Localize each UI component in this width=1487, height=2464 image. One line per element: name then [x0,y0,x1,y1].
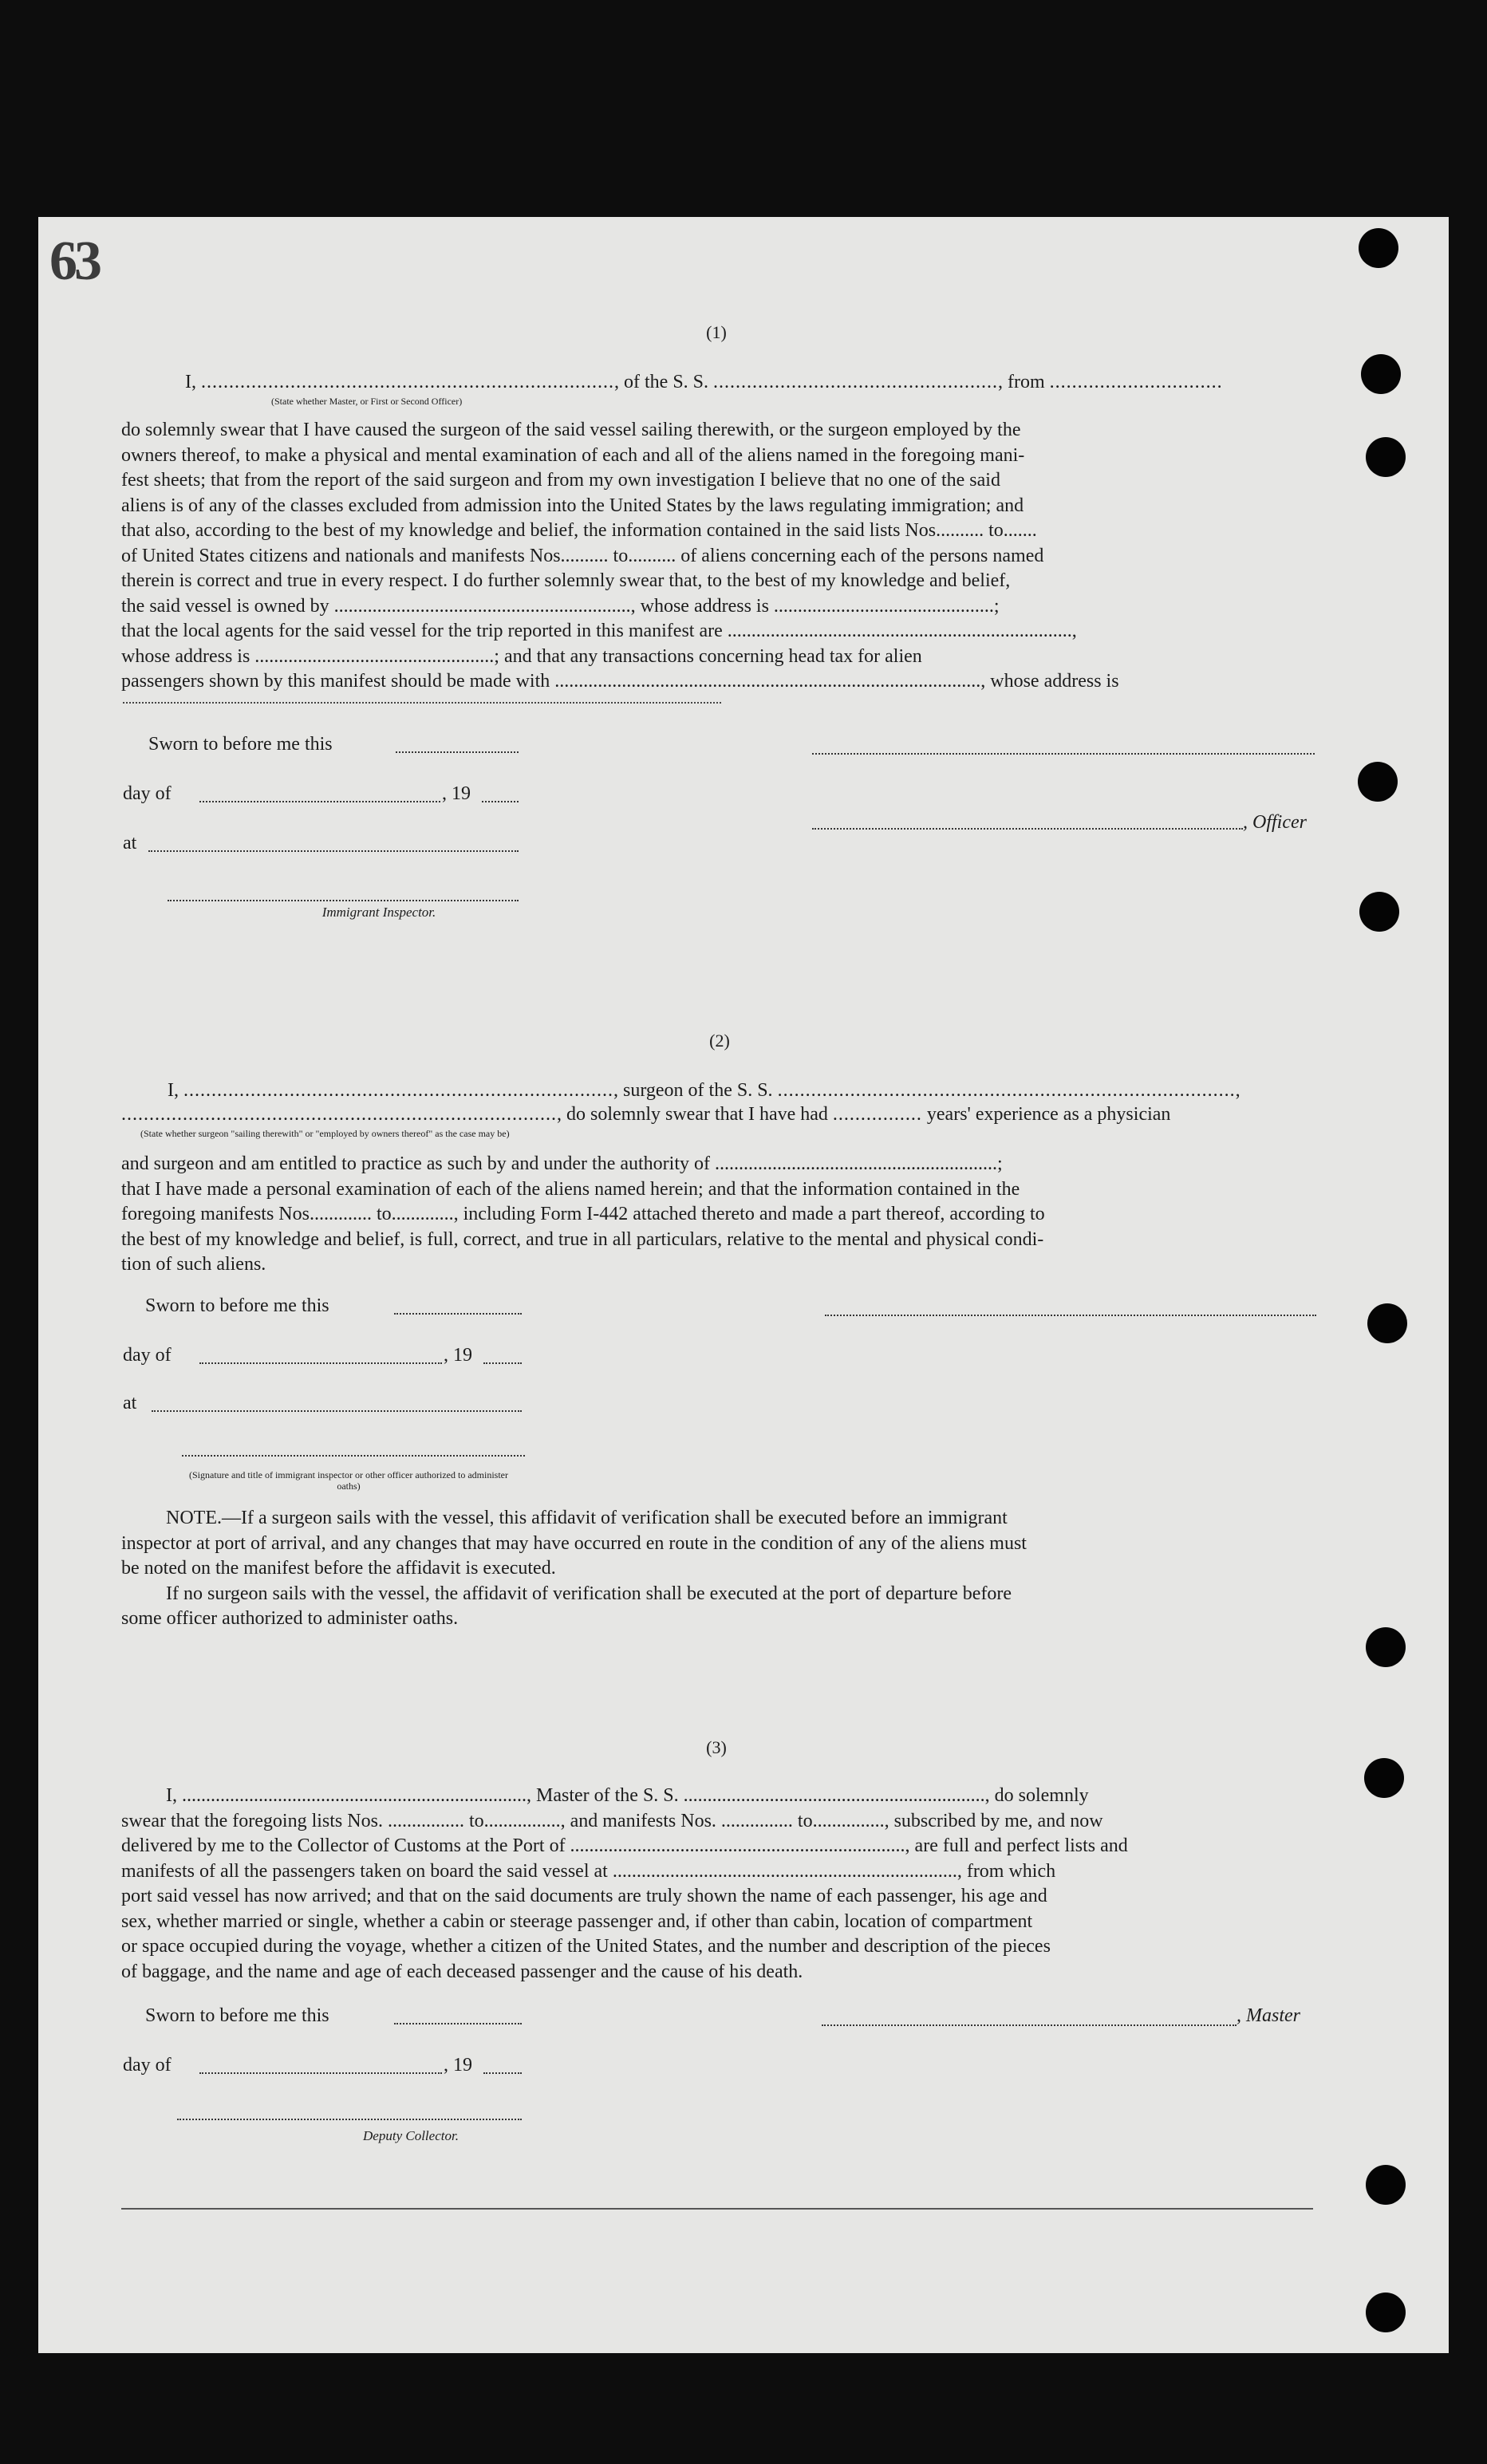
at-label: at [123,833,137,854]
day-of-field[interactable] [199,801,440,802]
binder-hole [1359,892,1399,932]
i-label: I, [168,1080,183,1101]
body-line: do solemnly swear that I have caused the surgeon of the said vessel sailing therewith, or the surgeon employed by the [121,420,1021,440]
body-line: and surgeon and am entitled to practice as such by and under the authority of ...........................................................; [121,1153,1003,1174]
year-label: , 19 [442,783,471,804]
body-line: manifests of all the passengers taken on board the said vessel at ........................................................................, from which [121,1860,1056,1882]
surgeon-signature-field[interactable] [825,1315,1316,1316]
note-line: If no surgeon sails with the vessel, the affidavit of verification shall be executed at the port of departure before [166,1583,1012,1604]
sworn-date-field[interactable] [394,1313,522,1315]
from-label: , from [998,372,1050,392]
body-line: owners thereof, to make a physical and mental examination of each and all of the aliens named in the foregoing mani- [121,444,1025,466]
at-field[interactable] [148,850,519,852]
body-line: I, ........................................................................, Master of the S. S. ..............................................................., do solemnly [166,1785,1089,1806]
binder-hole [1358,762,1398,802]
day-of-label: day of [123,2055,172,2076]
day-of-field[interactable] [199,1362,442,1364]
at-label: at [123,1393,137,1413]
day-of-label: day of [123,783,172,804]
bottom-rule [121,2208,1313,2210]
note-line: some officer authorized to administer oaths. [121,1608,459,1629]
body-line: sex, whether married or single, whether a cabin or steerage passenger and, if other than cabin, location of compartment [121,1910,1033,1932]
section-1-oath-line: I, .........................................................................., of the S. S. ..................................................., from ............................... [185,372,1223,392]
body-line: passengers shown by this manifest should be made with ........................................................................................., whose address is [121,671,1119,692]
signature-caption: (Signature and title of immigrant inspector or other officer authorized to administer oaths) [189,1469,508,1492]
body-line: therein is correct and true in every respect. I do further solemnly swear that, to the best of my knowledge and belief, [121,570,1011,591]
at-field[interactable] [152,1410,522,1412]
note-block [121,1506,1319,1632]
binder-hole [1366,437,1406,477]
body-line: that I have made a personal examination of each of the aliens named herein; and that the information contained in the [121,1178,1020,1200]
officer-label: , Officer [1243,812,1307,833]
body-line: delivered by me to the Collector of Customs at the Port of ......................................................................, are full and perfect lists and [121,1835,1128,1856]
year-field[interactable] [483,1362,522,1364]
collector-caption: Deputy Collector. [363,2128,459,2143]
collector-signature-field[interactable] [177,2119,522,2120]
sworn-date-field[interactable] [394,2023,522,2024]
section-2-number: (2) [709,1031,730,1051]
note-line: inspector at port of arrival, and any changes that may have occurred en route in the condition of any of the aliens must [121,1532,1027,1554]
officer-rank-caption: (State whether Master, or First or Second Officer) [271,396,463,407]
body-line: fest sheets; that from the report of the said surgeon and from my own investigation I believe that no one of the said [121,470,1000,491]
section-2-experience-line: .............................................................................., do solemnly swear that I have had ................ years' experience as a physician [121,1104,1171,1125]
binder-hole [1366,1627,1406,1667]
body-line: that the local agents for the said vessel for the trip reported in this manifest are ........................................................................, [121,621,1077,641]
day-of-label: day of [123,1345,172,1366]
sworn-date-field[interactable] [396,751,519,753]
year-field[interactable] [483,2072,522,2074]
sworn-label: Sworn to before me this [145,1295,329,1316]
swear-label: , do solemnly swear that I have had [557,1104,828,1125]
section-3-body [121,1784,1319,1985]
officer-title-field[interactable] [812,828,1243,830]
body-line: of baggage, and the name and age of each deceased passenger and the cause of his death. [121,1961,803,1982]
year-label: , 19 [444,1345,472,1366]
inspector-signature-field[interactable] [182,1455,525,1457]
section-1-underline [123,702,721,704]
binder-hole [1364,1758,1404,1798]
section-1-number: (1) [706,322,727,342]
note-line: NOTE.—If a surgeon sails with the vessel, this affidavit of verification shall be executed before an immigrant [166,1508,1008,1528]
body-line: tion of such aliens. [121,1254,266,1275]
of-ss-label: , of the S. S. [614,372,714,392]
i-label: I, [185,372,201,392]
body-line: the said vessel is owned by .............................................................., whose address is ..............................................; [121,595,1000,617]
body-line: of United States citizens and nationals and manifests Nos.......... to.......... of aliens concerning each of the persons named [121,545,1044,566]
binder-hole [1361,354,1401,394]
sworn-label: Sworn to before me this [148,734,333,755]
year-label: , 19 [444,2055,472,2076]
binder-hole [1367,1303,1407,1343]
inspector-caption: Immigrant Inspector. [321,905,436,920]
year-field[interactable] [482,801,519,802]
body-line: or space occupied during the voyage, whether a citizen of the United States, and the number and description of the pieces [121,1936,1051,1957]
body-line: whose address is ..................................................; and that any transactions concerning head tax for alien [121,645,922,667]
binder-hole [1359,228,1398,268]
body-line: swear that the foregoing lists Nos. ................ to................, and manifests Nos. ............... to..............., subscribed by me, and now [121,1810,1103,1831]
day-of-field[interactable] [199,2072,442,2074]
surgeon-type-caption: (State whether surgeon "sailing therewith" or "employed by owners thereof" as the case may be) [140,1128,510,1139]
binder-hole [1366,2293,1406,2332]
body-line: the best of my knowledge and belief, is full, correct, and true in all particulars, relative to the mental and physical condi- [121,1228,1044,1250]
years-label: years' experience as a physician [926,1104,1171,1125]
inspector-signature-field[interactable] [168,900,519,901]
body-line: port said vessel has now arrived; and that on the said documents are truly shown the name of each passenger, his age and [121,1886,1047,1906]
body-line: aliens is of any of the classes excluded from admission into the United States by the laws regulating immigration; and [121,495,1024,516]
section-1-body [121,418,1319,695]
section-3-number: (3) [706,1737,727,1757]
surgeon-of-ss-label: , surgeon of the S. S. [613,1080,773,1101]
master-signature-field[interactable] [822,2024,1237,2026]
body-line: that also, according to the best of my knowledge and belief, the information contained in the said lists Nos.......... to....... [121,520,1037,541]
note-line: be noted on the manifest before the affidavit is executed. [121,1558,556,1579]
master-label: , Master [1237,2005,1300,2026]
body-line: foregoing manifests Nos............. to............., including Form I-442 attached thereto and made a part thereof, according to [121,1204,1045,1224]
officer-signature-field[interactable] [812,753,1315,755]
sworn-label: Sworn to before me this [145,2005,329,2026]
section-2-surgeon-line: I, ............................................................................., surgeon of the S. S. .................................................................................., [168,1080,1241,1101]
binder-hole [1366,2165,1406,2205]
section-2-body [121,1152,1319,1278]
page-number-stamp: 63 [49,231,99,292]
